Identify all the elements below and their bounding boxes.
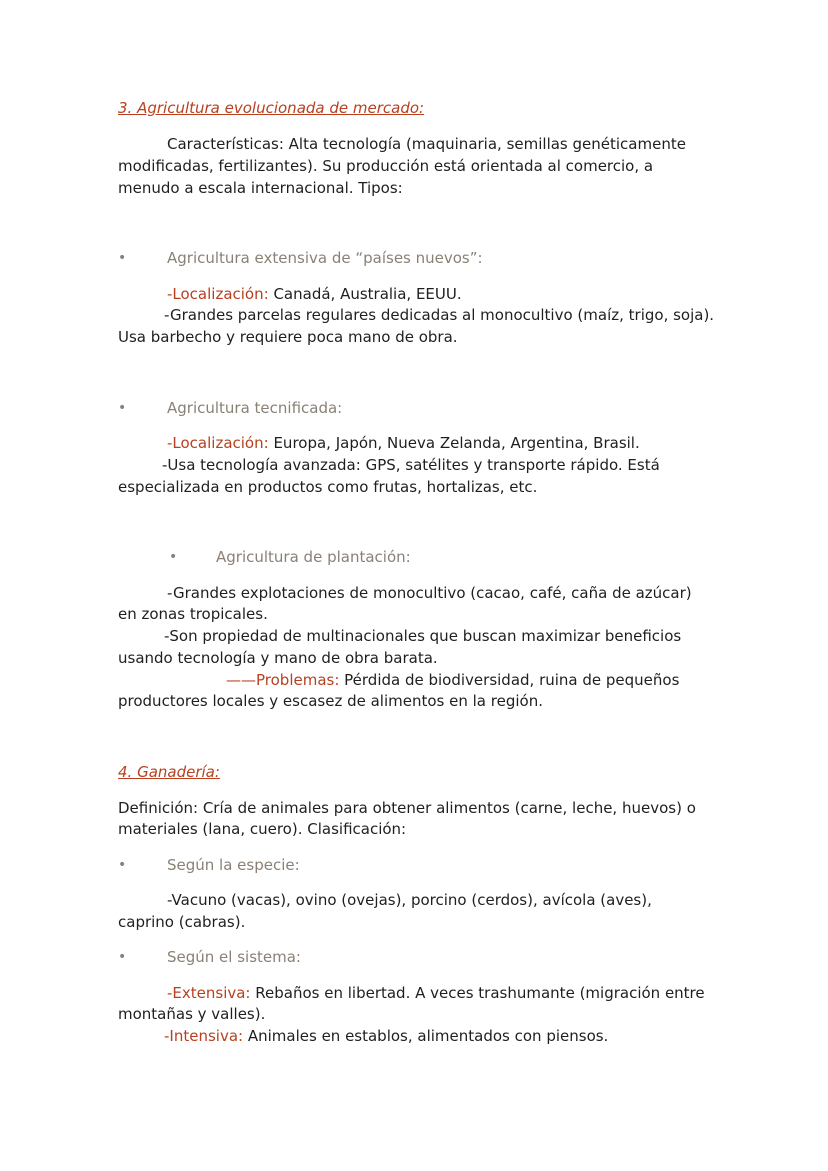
section-3-heading: 3. Agricultura evolucionada de mercado: <box>118 99 425 117</box>
extensiva-line <box>167 982 705 1004</box>
location-text: Europa, Japón, Nueva Zelanda, Argentina, Brasil. <box>268 434 640 452</box>
intensiva-label: -Intensiva: <box>164 1027 244 1045</box>
type-3-line-4: usando tecnología y mano de obra barata. <box>118 649 438 667</box>
type-2-line-1: -Usa tecnología avanzada: GPS, satélites y transporte rápido. Está <box>162 456 660 474</box>
location-label: -Localización: <box>167 285 269 303</box>
extensiva-label: -Extensiva: <box>167 984 251 1002</box>
extensiva-cont: montañas y valles). <box>118 1005 266 1023</box>
type-3-line-3: -Son propiedad de multinacionales que buscan maximizar beneficios <box>164 627 682 645</box>
type-2-title: Agricultura tecnificada: <box>167 399 343 417</box>
type-3-title: Agricultura de plantación: <box>216 548 411 566</box>
type-2-line-2: especializada en productos como frutas, hortalizas, etc. <box>118 478 538 496</box>
definition-line-1: Definición: Cría de animales para obtener alimentos (carne, leche, huevos) o <box>118 799 696 817</box>
type-2-location <box>167 432 640 454</box>
type-1-title: Agricultura extensiva de “países nuevos”: <box>167 249 483 267</box>
type-3-line-2: en zonas tropicales. <box>118 605 268 623</box>
intensiva-text: Animales en establos, alimentados con piensos. <box>243 1027 609 1045</box>
bullet-icon: • <box>118 400 127 416</box>
type-3-problems <box>226 669 679 691</box>
bullet-icon: • <box>169 549 178 565</box>
type-3-problems-cont: productores locales y escasez de alimentos en la región. <box>118 692 543 710</box>
especie-line-2: caprino (cabras). <box>118 913 246 931</box>
intensiva-line <box>164 1025 608 1047</box>
type-1-line-2: Usa barbecho y requiere poca mano de obra. <box>118 328 458 346</box>
extensiva-text: Rebaños en libertad. A veces trashumante (migración entre <box>250 984 705 1002</box>
bullet-icon: • <box>118 857 127 873</box>
sistema-title: Según el sistema: <box>167 948 301 966</box>
location-text: Canadá, Australia, EEUU. <box>268 285 462 303</box>
type-1-line-1: -Grandes parcelas regulares dedicadas al monocultivo (maíz, trigo, soja). <box>164 306 715 324</box>
type-1-location <box>167 283 462 305</box>
intro-line-2: modificadas, fertilizantes). Su producción está orientada al comercio, a <box>118 157 654 175</box>
type-3-line-1: -Grandes explotaciones de monocultivo (cacao, café, caña de azúcar) <box>167 584 692 602</box>
especie-title: Según la especie: <box>167 856 300 874</box>
bullet-icon: • <box>118 250 127 266</box>
intro-line-1: Características: Alta tecnología (maquinaria, semillas genéticamente <box>167 135 686 153</box>
problems-label: ——Problemas: <box>226 671 340 689</box>
intro-line-3: menudo a escala internacional. Tipos: <box>118 179 403 197</box>
section-4-heading: 4. Ganadería: <box>118 763 220 781</box>
location-label: -Localización: <box>167 434 269 452</box>
bullet-icon: • <box>118 949 127 965</box>
problems-text: Pérdida de biodiversidad, ruina de pequeños <box>339 671 680 689</box>
especie-line-1: -Vacuno (vacas), ovino (ovejas), porcino (cerdos), avícola (aves), <box>167 891 652 909</box>
definition-line-2: materiales (lana, cuero). Clasificación: <box>118 820 407 838</box>
